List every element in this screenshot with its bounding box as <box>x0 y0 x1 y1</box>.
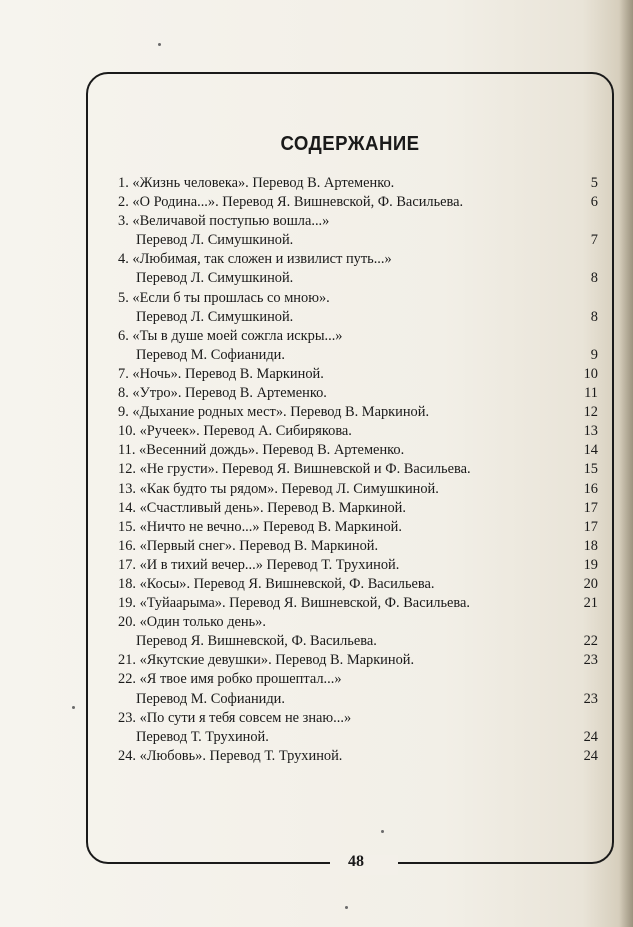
toc-entry-page: 23 <box>583 690 598 707</box>
toc-entry <box>118 499 598 518</box>
toc-entry <box>118 460 598 479</box>
toc-entry <box>118 250 598 269</box>
page-spine-shadow <box>619 0 633 927</box>
toc-entry <box>118 403 598 422</box>
toc-entry-title: 18. «Косы». Перевод Я. Вишневской, Ф. Васильева. <box>118 575 435 592</box>
toc-entry-title: 22. «Я твое имя робко прошептал...» <box>118 671 342 688</box>
toc-entry <box>118 231 598 250</box>
print-speck <box>345 906 348 909</box>
toc-entry-page: 13 <box>583 423 598 440</box>
toc-entry-page: 8 <box>590 308 598 325</box>
toc-entry-title: 2. «О Родина...». Перевод Я. Вишневской, Ф. Васильева. <box>118 194 464 211</box>
toc-entry <box>118 747 598 766</box>
toc-entry-title: 7. «Ночь». Перевод В. Маркиной. <box>118 365 324 382</box>
toc-entry <box>118 728 598 747</box>
toc-entry-page: 17 <box>583 499 598 516</box>
toc-entry-title: 13. «Как будто ты рядом». Перевод Л. Симушкиной. <box>118 480 439 497</box>
table-of-contents <box>118 174 598 766</box>
toc-entry <box>118 651 598 670</box>
toc-entry <box>118 670 598 689</box>
toc-entry <box>118 212 598 231</box>
toc-entry-page: 16 <box>583 480 598 497</box>
toc-entry <box>118 365 598 384</box>
toc-entry-title: Перевод Л. Симушкиной. <box>136 232 294 249</box>
toc-entry-page: 24 <box>583 728 598 745</box>
toc-entry <box>118 480 598 499</box>
toc-entry-title: 16. «Первый снег». Перевод В. Маркиной. <box>118 537 379 554</box>
toc-entry <box>118 556 598 575</box>
toc-entry-page: 20 <box>583 575 598 592</box>
toc-entry-title: Перевод Л. Симушкиной. <box>136 308 294 325</box>
print-speck <box>381 830 384 833</box>
toc-entry-page: 22 <box>583 633 598 650</box>
toc-entry-page: 19 <box>583 556 598 573</box>
toc-entry-title: Перевод Т. Трухиной. <box>136 728 269 745</box>
toc-entry-title: 10. «Ручеек». Перевод А. Сибирякова. <box>118 423 352 440</box>
toc-entry-page: 7 <box>590 232 598 249</box>
toc-entry-title: 3. «Величавой поступью вошла...» <box>118 213 330 230</box>
toc-entry-title: 12. «Не грусти». Перевод Я. Вишневской и Ф. Васильева. <box>118 461 471 478</box>
toc-entry <box>118 537 598 556</box>
toc-entry-page: 21 <box>583 595 598 612</box>
toc-entry-page: 6 <box>590 194 598 211</box>
toc-entry-page: 12 <box>583 404 598 421</box>
toc-entry-title: 24. «Любовь». Перевод Т. Трухиной. <box>118 747 343 764</box>
toc-entry-page: 10 <box>583 365 598 382</box>
toc-entry <box>118 269 598 288</box>
toc-entry <box>118 422 598 441</box>
toc-entry <box>118 575 598 594</box>
toc-entry <box>118 289 598 308</box>
toc-entry-title: Перевод М. Софианиди. <box>136 346 285 363</box>
toc-entry-title: 9. «Дыхание родных мест». Перевод В. Маркиной. <box>118 404 430 421</box>
toc-entry <box>118 613 598 632</box>
toc-entry <box>118 174 598 193</box>
toc-entry-title: Перевод М. Софианиди. <box>136 690 285 707</box>
toc-entry-page: 15 <box>583 461 598 478</box>
toc-entry <box>118 632 598 651</box>
toc-entry <box>118 709 598 728</box>
toc-entry-page: 23 <box>583 652 598 669</box>
toc-entry-title: 8. «Утро». Перевод В. Артеменко. <box>118 385 327 402</box>
toc-entry-page: 17 <box>583 518 598 535</box>
toc-entry-title: 23. «По сути я тебя совсем не знаю...» <box>118 709 352 726</box>
toc-entry <box>118 690 598 709</box>
toc-entry <box>118 193 598 212</box>
toc-entry-title: 19. «Туйаарыма». Перевод Я. Вишневской, Ф. Васильева. <box>118 595 471 612</box>
toc-entry <box>118 384 598 403</box>
toc-entry-title: 14. «Счастливый день». Перевод В. Маркиной. <box>118 499 406 516</box>
toc-entry <box>118 594 598 613</box>
toc-entry-title: 5. «Если б ты прошлась со мною». <box>118 289 330 306</box>
toc-entry-title: 17. «И в тихий вечер...» Перевод Т. Трухиной. <box>118 556 400 573</box>
toc-entry <box>118 346 598 365</box>
toc-entry-title: 20. «Один только день». <box>118 614 266 631</box>
toc-entry <box>118 518 598 537</box>
toc-entry-page: 8 <box>590 270 598 287</box>
toc-entry-page: 5 <box>590 175 598 191</box>
toc-entry-title: Перевод Я. Вишневской, Ф. Васильева. <box>136 633 377 650</box>
toc-entry-title: 11. «Весенний дождь». Перевод В. Артеменко. <box>118 442 405 459</box>
print-speck <box>158 43 161 46</box>
toc-entry-title: 15. «Ничто не вечно...» Перевод В. Маркиной. <box>118 518 402 535</box>
toc-entry <box>118 441 598 460</box>
toc-entry-page: 18 <box>583 537 598 554</box>
toc-entry <box>118 327 598 346</box>
toc-entry-title: 4. «Любимая, так сложен и извилист путь...» <box>118 251 392 268</box>
toc-entry-page: 24 <box>583 747 598 764</box>
toc-entry-page: 9 <box>590 346 598 363</box>
page-number: 48 <box>348 853 364 870</box>
toc-entry-title: Перевод Л. Симушкиной. <box>136 270 294 287</box>
toc-entry <box>118 308 598 327</box>
print-speck <box>72 706 75 709</box>
toc-entry-title: 21. «Якутские девушки». Перевод В. Маркиной. <box>118 652 415 669</box>
toc-entry-title: 1. «Жизнь человека». Перевод В. Артеменко. <box>118 175 395 191</box>
toc-entry-page: 14 <box>583 442 598 459</box>
toc-entry-page: 11 <box>584 385 598 402</box>
toc-entry-title: 6. «Ты в душе моей сожгла искры...» <box>118 327 343 344</box>
page-title: СОДЕРЖАНИЕ <box>280 133 420 155</box>
